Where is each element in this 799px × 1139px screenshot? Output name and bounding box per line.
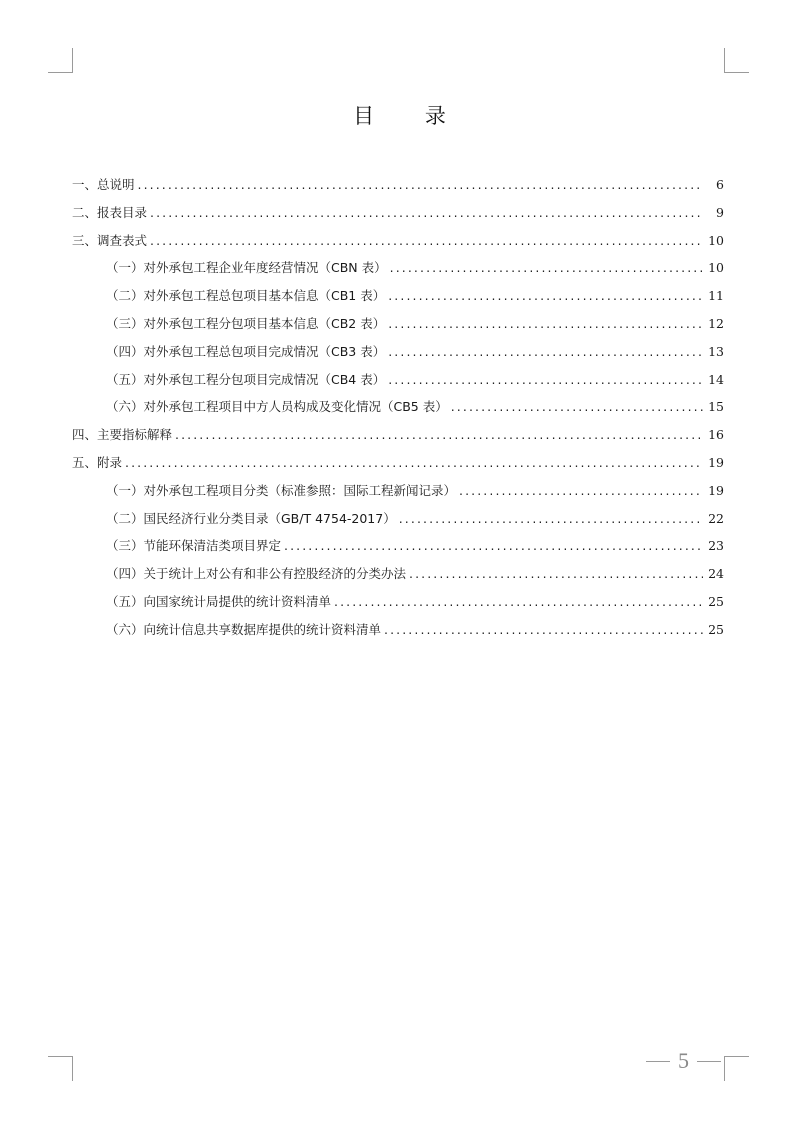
toc-leader-dots	[125, 455, 703, 470]
toc-entry-label: （二）对外承包工程总包项目基本信息（CB1 表）	[106, 288, 386, 304]
crop-mark-top-left	[48, 48, 73, 73]
toc-entry-page: 12	[708, 315, 724, 331]
toc-entry-5-2[interactable]	[72, 509, 724, 537]
toc-leader-dots	[399, 511, 703, 526]
toc-leader-dots	[388, 344, 703, 359]
toc-entry-label: （一）对外承包工程项目分类（标准参照：国际工程新闻记录）	[106, 482, 457, 498]
toc-entry-3[interactable]	[72, 231, 724, 259]
toc-entry-page: 23	[708, 538, 724, 554]
toc-entry-page: 15	[708, 399, 724, 415]
footer-dash-right	[697, 1061, 721, 1062]
toc-entry-2[interactable]	[72, 203, 724, 231]
toc-entry-label: 四、主要指标解释	[72, 427, 173, 443]
toc-entry-page: 14	[708, 371, 724, 387]
toc-entry-label: （五）对外承包工程分包项目完成情况（CB4 表）	[106, 371, 386, 387]
toc-entry-page: 24	[708, 566, 724, 582]
page-footer	[646, 1048, 721, 1074]
toc-entry-page: 25	[708, 593, 724, 609]
toc-entry-5[interactable]	[72, 453, 724, 481]
toc-entry-page: 6	[716, 177, 724, 192]
toc-entry-label: （一）对外承包工程企业年度经营情况（CBN 表）	[106, 260, 387, 276]
toc-entry-3-1[interactable]	[72, 258, 724, 286]
toc-entry-label: 一、总说明	[72, 177, 135, 192]
toc-entry-page: 16	[708, 427, 724, 443]
page-number: 5	[678, 1048, 689, 1073]
toc-entry-3-3[interactable]	[72, 314, 724, 342]
toc-entry-label: （三）节能环保清洁类项目界定	[106, 538, 282, 554]
toc-leader-dots	[150, 233, 703, 248]
toc-entry-page: 9	[716, 204, 724, 220]
toc-entry-page: 10	[708, 260, 724, 276]
crop-mark-bottom-right	[724, 1056, 749, 1081]
toc-leader-dots	[390, 260, 703, 275]
toc-entry-page: 19	[708, 454, 724, 470]
toc-leader-dots	[459, 483, 703, 498]
toc-entry-label: 二、报表目录	[72, 204, 148, 220]
toc-entry-label: （六）向统计信息共享数据库提供的统计资料清单	[106, 621, 382, 637]
toc-entry-5-1[interactable]	[72, 481, 724, 509]
toc-entry-label: （五）向国家统计局提供的统计资料清单	[106, 593, 332, 609]
toc-leader-dots	[284, 538, 703, 553]
table-of-contents	[72, 175, 724, 648]
toc-entry-page: 10	[708, 232, 724, 248]
toc-entry-3-5[interactable]	[72, 370, 724, 398]
toc-entry-3-6[interactable]	[72, 397, 724, 425]
toc-entry-5-4[interactable]	[72, 564, 724, 592]
toc-leader-dots	[388, 288, 703, 303]
toc-entry-5-3[interactable]	[72, 536, 724, 564]
toc-entry-5-6[interactable]	[72, 620, 724, 648]
toc-entry-label: （二）国民经济行业分类目录（GB/T 4754-2017）	[106, 510, 396, 526]
toc-entry-page: 13	[708, 343, 724, 359]
footer-dash-left	[646, 1061, 670, 1062]
toc-entry-3-4[interactable]	[72, 342, 724, 370]
page-title: 目 录	[353, 104, 468, 128]
toc-entry-page: 25	[708, 621, 724, 637]
toc-entry-label: （六）对外承包工程项目中方人员构成及变化情况（CB5 表）	[106, 399, 448, 415]
toc-entry-page: 11	[708, 288, 724, 304]
toc-entry-label: 五、附录	[72, 454, 123, 470]
toc-leader-dots	[409, 566, 703, 581]
crop-mark-top-right	[724, 48, 749, 73]
crop-mark-bottom-left	[48, 1056, 73, 1081]
toc-entry-label: （四）关于统计上对公有和非公有控股经济的分类办法	[106, 566, 407, 582]
toc-leader-dots	[388, 316, 703, 331]
toc-leader-dots	[388, 372, 703, 387]
toc-entry-label: （三）对外承包工程分包项目基本信息（CB2 表）	[106, 315, 386, 331]
toc-entry-3-2[interactable]	[72, 286, 724, 314]
toc-leader-dots	[175, 427, 703, 442]
toc-entry-4[interactable]	[72, 425, 724, 453]
toc-entry-page: 19	[708, 482, 724, 498]
toc-leader-dots	[451, 399, 703, 414]
toc-leader-dots	[150, 205, 703, 220]
toc-entry-label: （四）对外承包工程总包项目完成情况（CB3 表）	[106, 343, 386, 359]
toc-entry-page: 22	[708, 510, 724, 526]
toc-entry-1[interactable]	[72, 175, 724, 203]
toc-leader-dots	[334, 594, 703, 609]
toc-entry-5-5[interactable]	[72, 592, 724, 620]
toc-leader-dots	[384, 622, 703, 637]
toc-leader-dots	[138, 177, 703, 192]
toc-entry-label: 三、调查表式	[72, 232, 148, 248]
